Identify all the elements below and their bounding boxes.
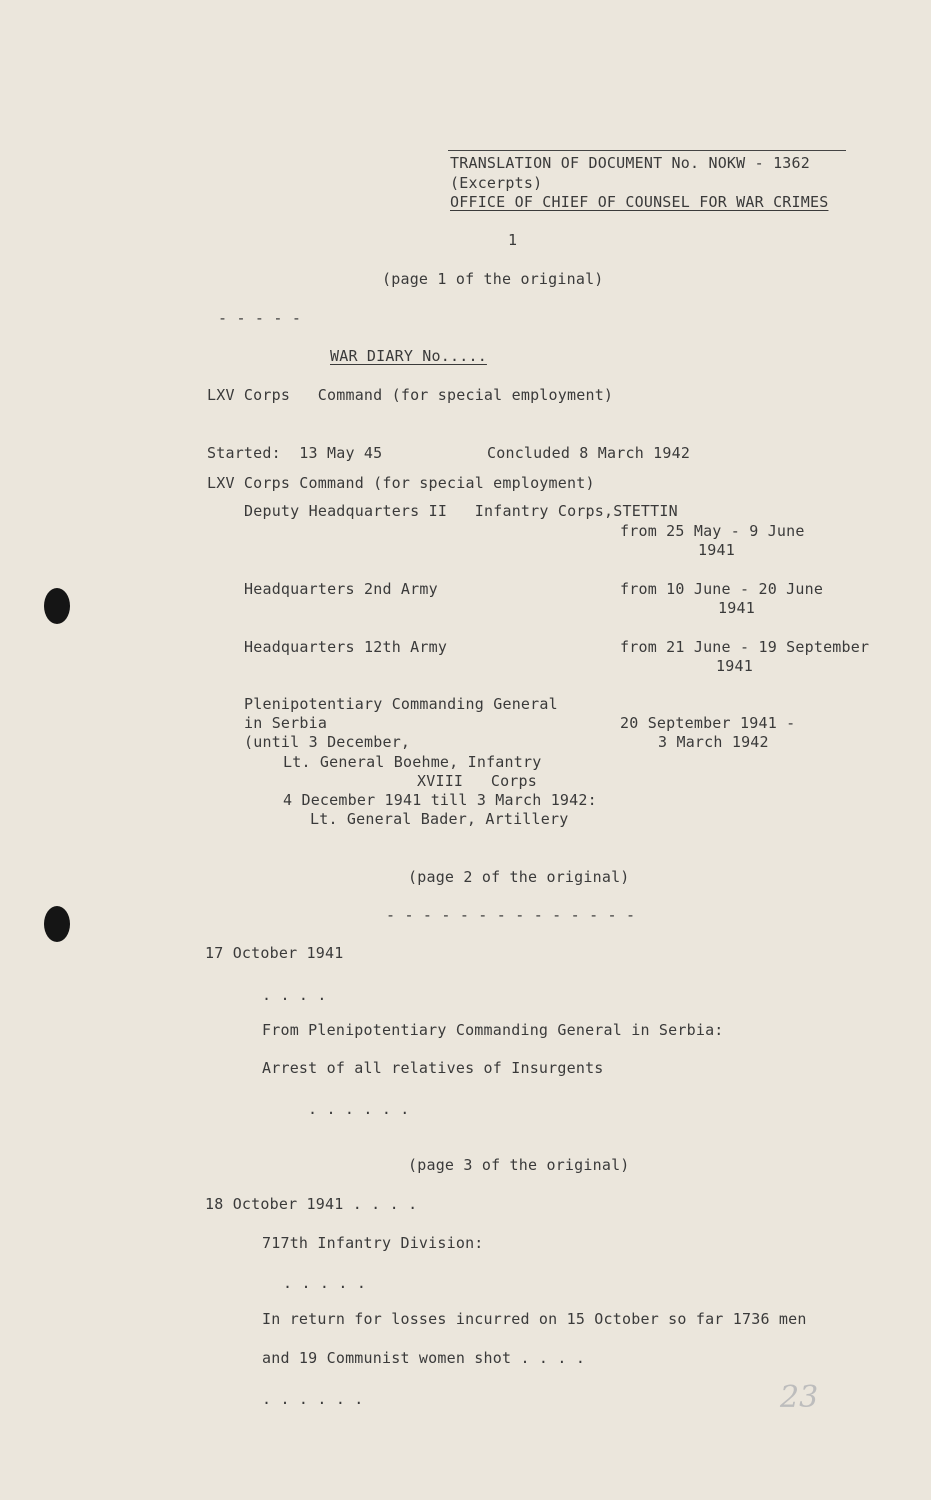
ellipsis: . . . . . .	[308, 1100, 410, 1118]
dash-separator-2: - - - - - - - - - - - - - -	[386, 906, 636, 924]
punch-hole	[44, 906, 70, 942]
plenipotentiary-line: XVIII Corps	[417, 772, 537, 790]
entry-unit: 717th Infantry Division:	[262, 1234, 484, 1252]
header-line-3: OFFICE OF CHIEF OF COUNSEL FOR WAR CRIMES	[450, 193, 829, 211]
assignment-period-year: 1941	[698, 541, 735, 559]
page-number: 1	[508, 231, 518, 249]
entry-date: 18 October 1941 . . . .	[205, 1195, 418, 1213]
punch-hole	[44, 588, 70, 624]
header-rule	[448, 150, 846, 151]
started-date: Started: 13 May 45	[207, 444, 383, 462]
page-ref-1: (page 1 of the original)	[382, 270, 604, 288]
corps-line: LXV Corps Command (for special employment)	[207, 386, 614, 404]
plenipotentiary-period-end: 3 March 1942	[658, 733, 769, 751]
entry-date: 17 October 1941	[205, 944, 344, 962]
plenipotentiary-line: 4 December 1941 till 3 March 1942:	[283, 791, 597, 809]
page-ref-2: (page 2 of the original)	[408, 868, 630, 886]
concluded-date: Concluded 8 March 1942	[487, 444, 691, 462]
entry-text: From Plenipotentiary Commanding General in Serbia:	[262, 1021, 724, 1039]
plenipotentiary-line: Lt. General Bader, Artillery	[310, 810, 569, 828]
plenipotentiary-line: in Serbia	[244, 714, 328, 732]
ellipsis: . . . .	[262, 986, 327, 1004]
entry-text: and 19 Communist women shot . . . .	[262, 1349, 586, 1367]
diary-title: WAR DIARY No.....	[330, 347, 487, 365]
entry-text: In return for losses incurred on 15 October so far 1736 men	[262, 1310, 807, 1328]
corps-command: LXV Corps Command (for special employment)	[207, 474, 595, 492]
handwritten-page-number: 23	[780, 1380, 819, 1415]
ellipsis: . . . . . .	[262, 1390, 364, 1408]
assignment-period: from 21 June - 19 September	[620, 638, 870, 656]
assignment-period: from 10 June - 20 June	[620, 580, 824, 598]
plenipotentiary-line: Lt. General Boehme, Infantry	[283, 753, 542, 771]
assignment-unit: Deputy Headquarters II Infantry Corps,STETTIN	[244, 502, 678, 520]
page-ref-3: (page 3 of the original)	[408, 1156, 630, 1174]
assignment-period: from 25 May - 9 June	[620, 522, 805, 540]
assignment-period-year: 1941	[716, 657, 753, 675]
plenipotentiary-period: 20 September 1941 -	[620, 714, 796, 732]
header-line-2: (Excerpts)	[450, 174, 543, 192]
plenipotentiary-line: Plenipotentiary Commanding General	[244, 695, 558, 713]
assignment-period-year: 1941	[718, 599, 755, 617]
plenipotentiary-line: (until 3 December,	[244, 733, 411, 751]
entry-text: Arrest of all relatives of Insurgents	[262, 1059, 604, 1077]
dash-separator-1: - - - - -	[218, 309, 302, 327]
ellipsis: . . . . .	[283, 1274, 367, 1292]
assignment-unit: Headquarters 2nd Army	[244, 580, 438, 598]
assignment-unit: Headquarters 12th Army	[244, 638, 448, 656]
header-line-1: TRANSLATION OF DOCUMENT No. NOKW - 1362	[450, 154, 810, 172]
